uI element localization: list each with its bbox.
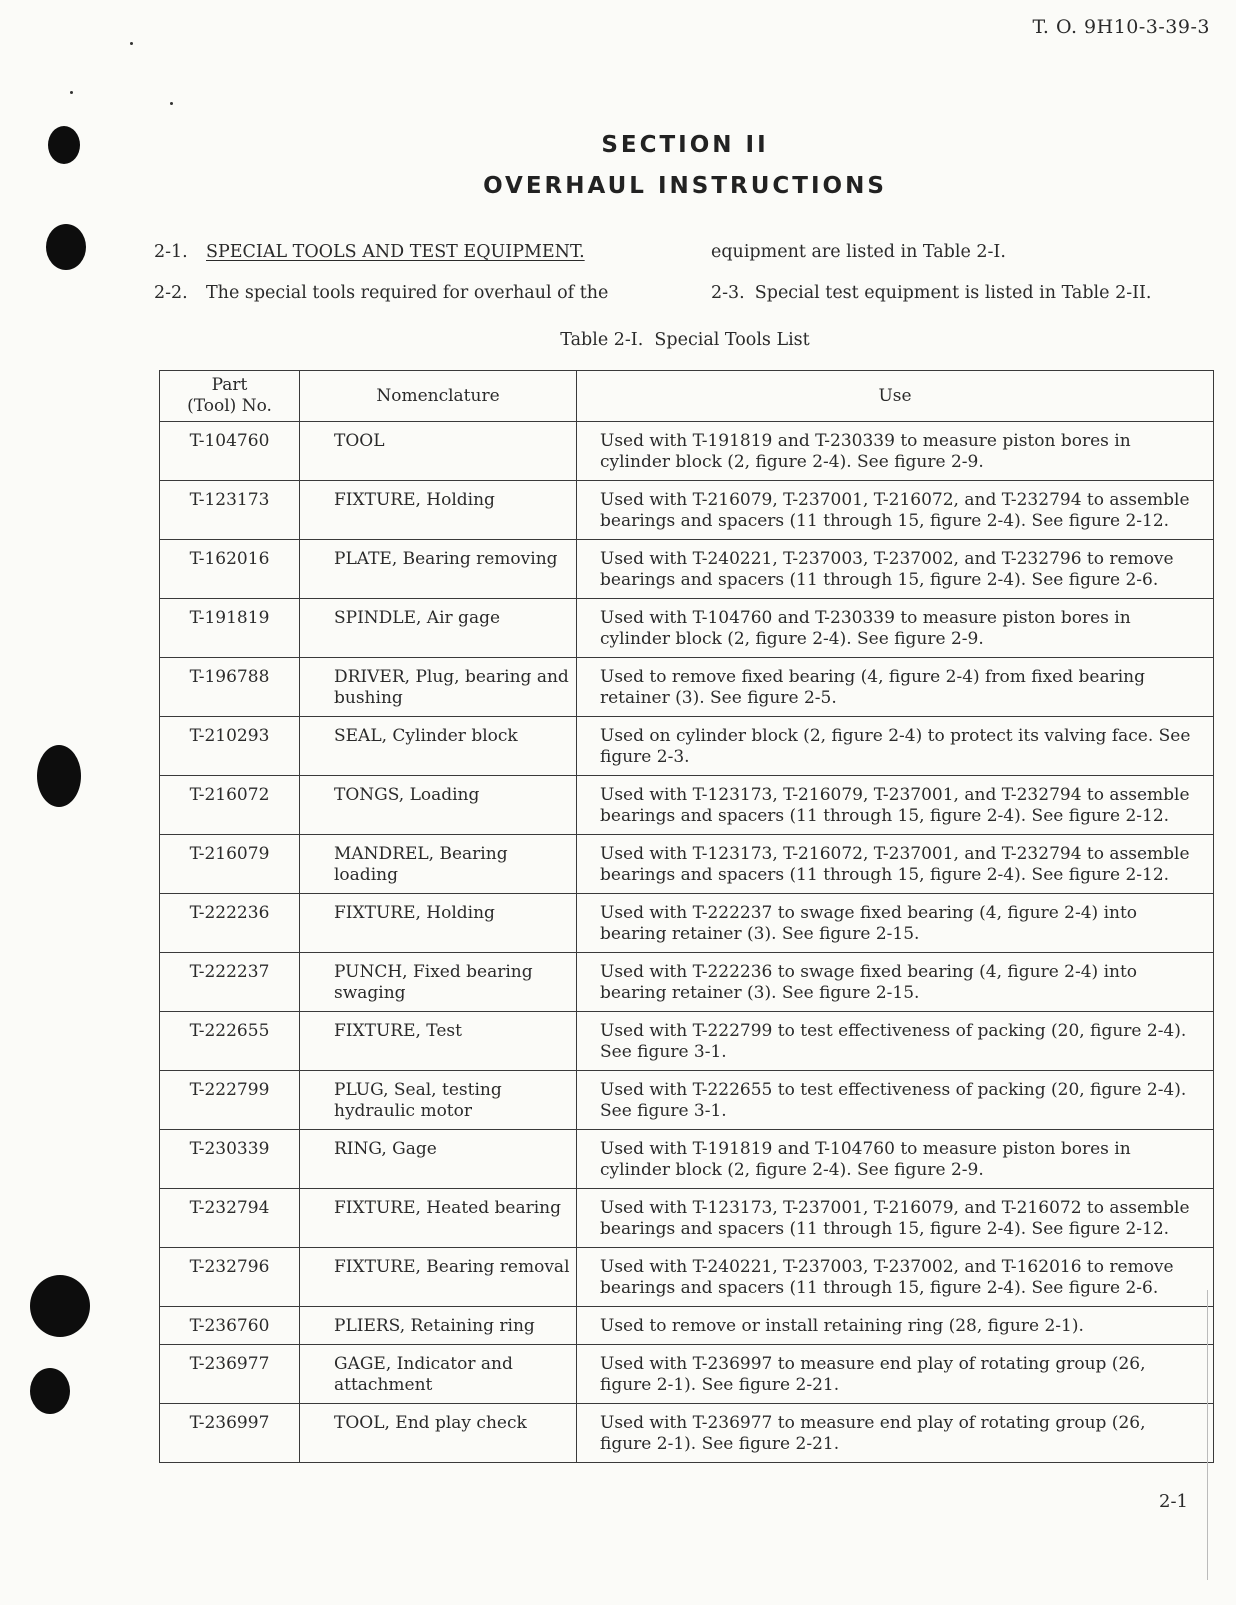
column-header-use: Use [577, 371, 1214, 422]
cell-part: T-216072 [160, 776, 300, 835]
page-edge-mark [1207, 1290, 1208, 1580]
cell-nomenclature: PLIERS, Retaining ring [300, 1307, 577, 1345]
speck [170, 102, 173, 105]
paragraph-number: 2-3. [711, 283, 745, 303]
cell-nomenclature: PLUG, Seal, testing hydraulic motor [300, 1071, 577, 1130]
document-code: T. O. 9H10-3-39-3 [1032, 16, 1210, 38]
speck [130, 42, 133, 45]
cell-use: Used with T-222655 to test effectiveness of packing (20, figure 2-4). See figure 3-1. [577, 1071, 1214, 1130]
cell-use: Used with T-123173, T-216079, T-237001, and T-232794 to assemble bearings and spacers (11 through 15, figure 2-4). See figure 2-12. [577, 776, 1214, 835]
cell-use: Used with T-222236 to swage fixed bearing (4, figure 2-4) into bearing retainer (3). See figure 2-15. [577, 953, 1214, 1012]
table-row [160, 1130, 1214, 1189]
cell-use: Used with T-123173, T-216072, T-237001, and T-232794 to assemble bearings and spacers (11 through 15, figure 2-4). See figure 2-12. [577, 835, 1214, 894]
cell-part: T-232794 [160, 1189, 300, 1248]
cell-nomenclature: PLATE, Bearing removing [300, 540, 577, 599]
table-row [160, 422, 1214, 481]
speck [70, 91, 73, 94]
header-part-line2: (Tool) No. [187, 396, 272, 416]
section-number: SECTION II [601, 132, 769, 158]
paragraph-text: The special tools required for overhaul of the [206, 283, 609, 303]
table-row [160, 953, 1214, 1012]
cell-use: Used with T-216079, T-237001, T-216072, and T-232794 to assemble bearings and spacers (11 through 15, figure 2-4). See figure 2-12. [577, 481, 1214, 540]
cell-part: T-222655 [160, 1012, 300, 1071]
cell-nomenclature: FIXTURE, Holding [300, 894, 577, 953]
table-caption: Table 2-I. Special Tools List [560, 330, 810, 350]
cell-nomenclature: FIXTURE, Bearing removal [300, 1248, 577, 1307]
cell-use: Used with T-236997 to measure end play of rotating group (26, figure 2-1). See figure 2-21. [577, 1345, 1214, 1404]
cell-part: T-123173 [160, 481, 300, 540]
cell-nomenclature: RING, Gage [300, 1130, 577, 1189]
table-row [160, 1071, 1214, 1130]
page-number: 2-1 [1159, 1491, 1188, 1512]
paragraph-number: 2-1. [154, 242, 188, 262]
cell-use: Used with T-236977 to measure end play of rotating group (26, figure 2-1). See figure 2-21. [577, 1404, 1214, 1463]
table-row [160, 1404, 1214, 1463]
cell-part: T-222237 [160, 953, 300, 1012]
cell-part: T-232796 [160, 1248, 300, 1307]
cell-nomenclature: TONGS, Loading [300, 776, 577, 835]
cell-use: Used with T-240221, T-237003, T-237002, and T-232796 to remove bearings and spacers (11 through 15, figure 2-4). See figure 2-6. [577, 540, 1214, 599]
cell-nomenclature: FIXTURE, Test [300, 1012, 577, 1071]
cell-use: Used on cylinder block (2, figure 2-4) to protect its valving face. See figure 2-3. [577, 717, 1214, 776]
cell-part: T-222799 [160, 1071, 300, 1130]
table-row [160, 1012, 1214, 1071]
cell-part: T-230339 [160, 1130, 300, 1189]
cell-use: Used with T-240221, T-237003, T-237002, and T-162016 to remove bearings and spacers (11 through 15, figure 2-4). See figure 2-6. [577, 1248, 1214, 1307]
cell-use: Used with T-123173, T-237001, T-216079, and T-216072 to assemble bearings and spacers (11 through 15, figure 2-4). See figure 2-12. [577, 1189, 1214, 1248]
table-row [160, 540, 1214, 599]
cell-nomenclature: PUNCH, Fixed bearing swaging [300, 953, 577, 1012]
cell-use: Used with T-222237 to swage fixed bearing (4, figure 2-4) into bearing retainer (3). See figure 2-15. [577, 894, 1214, 953]
cell-part: T-216079 [160, 835, 300, 894]
cell-part: T-196788 [160, 658, 300, 717]
cell-part: T-236977 [160, 1345, 300, 1404]
cell-nomenclature: TOOL, End play check [300, 1404, 577, 1463]
cell-part: T-236997 [160, 1404, 300, 1463]
cell-nomenclature: FIXTURE, Holding [300, 481, 577, 540]
binder-hole [30, 1368, 70, 1414]
table-row [160, 658, 1214, 717]
binder-hole [30, 1275, 90, 1337]
paragraph-heading: SPECIAL TOOLS AND TEST EQUIPMENT. [206, 242, 585, 262]
column-header-nomenclature: Nomenclature [300, 371, 577, 422]
cell-part: T-104760 [160, 422, 300, 481]
paragraph-2-3 [711, 283, 1152, 303]
cell-use: Used to remove fixed bearing (4, figure 2-4) from fixed bearing retainer (3). See figure 2-5. [577, 658, 1214, 717]
paragraph-text: Special test equipment is listed in Table 2-II. [754, 283, 1152, 303]
paragraph-2-2-continuation: equipment are listed in Table 2-I. [711, 242, 1006, 262]
table-row [160, 717, 1214, 776]
cell-nomenclature: SEAL, Cylinder block [300, 717, 577, 776]
paragraph-2-2 [154, 283, 608, 303]
paragraph-2-1 [154, 242, 585, 262]
table-row [160, 835, 1214, 894]
cell-nomenclature: SPINDLE, Air gage [300, 599, 577, 658]
cell-use: Used with T-191819 and T-104760 to measure piston bores in cylinder block (2, figure 2-4). See figure 2-9. [577, 1130, 1214, 1189]
table-row [160, 776, 1214, 835]
column-header-part [160, 371, 300, 422]
cell-nomenclature: DRIVER, Plug, bearing and bushing [300, 658, 577, 717]
cell-part: T-210293 [160, 717, 300, 776]
cell-part: T-191819 [160, 599, 300, 658]
cell-part: T-162016 [160, 540, 300, 599]
cell-use: Used with T-104760 and T-230339 to measure piston bores in cylinder block (2, figure 2-4). See figure 2-9. [577, 599, 1214, 658]
table-row [160, 1307, 1214, 1345]
cell-part: T-236760 [160, 1307, 300, 1345]
cell-part: T-222236 [160, 894, 300, 953]
cell-nomenclature: MANDREL, Bearing loading [300, 835, 577, 894]
cell-use: Used with T-222799 to test effectiveness of packing (20, figure 2-4). See figure 3-1. [577, 1012, 1214, 1071]
binder-hole [37, 745, 81, 807]
table-header-row [160, 371, 1214, 422]
cell-use: Used with T-191819 and T-230339 to measure piston bores in cylinder block (2, figure 2-4). See figure 2-9. [577, 422, 1214, 481]
special-tools-table [159, 370, 1214, 1463]
table-row [160, 894, 1214, 953]
table-row [160, 481, 1214, 540]
table-row [160, 1345, 1214, 1404]
section-title: OVERHAUL INSTRUCTIONS [483, 173, 887, 199]
table-row [160, 1248, 1214, 1307]
cell-nomenclature: TOOL [300, 422, 577, 481]
cell-nomenclature: FIXTURE, Heated bearing [300, 1189, 577, 1248]
paragraph-number: 2-2. [154, 283, 188, 303]
binder-hole [46, 224, 86, 270]
cell-nomenclature: GAGE, Indicator and attachment [300, 1345, 577, 1404]
table-row [160, 599, 1214, 658]
table-row [160, 1189, 1214, 1248]
header-part-line1: Part [211, 375, 248, 395]
cell-use: Used to remove or install retaining ring (28, figure 2-1). [577, 1307, 1214, 1345]
